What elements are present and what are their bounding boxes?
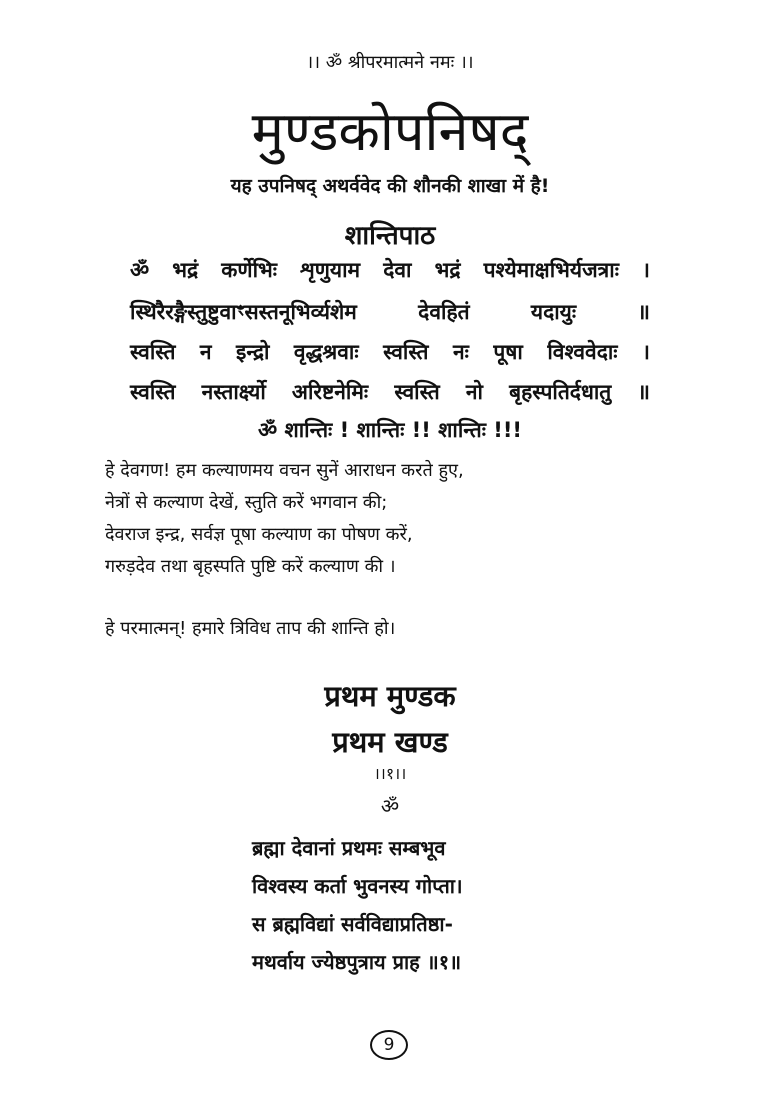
invocation: ।। ॐ श्रीपरमात्मने नमः ।।	[306, 52, 474, 73]
page-number: 9	[370, 1030, 408, 1060]
subtitle: यह उपनिषद् अथर्ववेद की शौनकी शाखा में है!	[230, 175, 550, 197]
shloka-line: स्वस्ति न इन्द्रो वृद्धश्रवाः स्वस्ति नः पूषा विश्ववेदाः ।	[130, 340, 650, 364]
mundak-heading: प्रथम मुण्डक	[324, 679, 456, 713]
shantipath-heading: शान्तिपाठ	[344, 221, 436, 251]
shloka-line: स्वस्ति नस्तार्क्ष्यो अरिष्टनेमिः स्वस्ति नो बृहस्पतिर्दधातु ॥	[130, 380, 650, 404]
translation-line: नेत्रों से कल्याण देखें, स्तुति करें भगवान की;	[105, 492, 388, 513]
shloka-line: स्थिरैरङ्गैस्तुष्टुवाꣳसस्तनूभिर्व्यशेम देवहितं यदायुः ॥	[130, 300, 650, 324]
translation-line: हे देवगण! हम कल्याणमय वचन सुनें आराधन करते हुए,	[105, 460, 464, 481]
shloka-line: ॐ भद्रं कर्णेभिः शृणुयाम देवा भद्रं पश्येमाक्षभिर्यजत्राः ।	[130, 258, 650, 282]
section-number: ।।१।।	[373, 764, 407, 783]
translation-line: गरुड़देव तथा बृहस्पति पुष्टि करें कल्याण की ।	[105, 556, 396, 577]
verse-line: ब्रह्मा देवानां प्रथमः सम्बभूव	[252, 836, 446, 860]
shanti-line: ॐ शान्तिः ! शान्तिः !! शान्तिः !!!	[258, 418, 522, 442]
verse-line: विश्वस्य कर्ता भुवनस्य गोप्ता।	[252, 874, 463, 898]
khand-heading: प्रथम खण्ड	[332, 725, 448, 759]
translation-line: देवराज इन्द्र, सर्वज्ञ पूषा कल्याण का पोषण करें,	[105, 524, 413, 545]
verse-line: स ब्रह्मविद्यां सर्वविद्याप्रतिष्ठा-	[252, 912, 453, 936]
verse-line: मथर्वाय ज्येष्ठपुत्राय प्राह ॥१॥	[252, 950, 462, 974]
om-symbol: ॐ	[380, 794, 400, 818]
prayer-line: हे परमात्मन्! हमारे त्रिविध ताप की शान्ति हो।	[105, 618, 396, 639]
page-title: मुण्डकोपनिषद्	[251, 100, 529, 163]
